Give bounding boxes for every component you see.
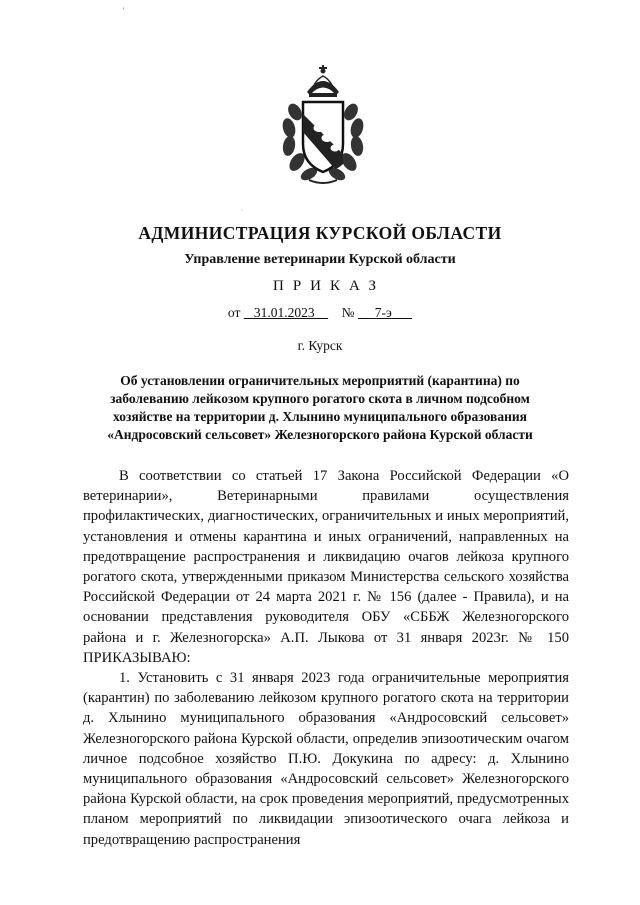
scan-dot: ·	[241, 206, 244, 215]
kursk-coat-of-arms-icon	[273, 62, 373, 192]
order-date-number	[0, 305, 640, 321]
organization-title: АДМИНИСТРАЦИЯ КУРСКОЙ ОБЛАСТИ	[138, 223, 502, 243]
number-prefix: №	[341, 305, 355, 320]
subject-line: «Андросовский сельсовет» Железногорского района Курской области	[107, 427, 533, 442]
order-date: 31.01.2023	[253, 305, 315, 320]
subject-line: хозяйстве на территории д. Хлынино муниципального образования	[113, 409, 527, 424]
body-paragraph: В соответствии со статьей 17 Закона Российской Федерации «О ветеринарии», Ветеринарными правилами осуществления профилактических, диагностических, ограничительных и иных мероприятий, установления и отмены карантина и иных ограничений, направленных на предотвращение распространения и ликвидацию очагов лейкоза крупного рогатого скота, утвержденными приказом Министерства сельского хозяйства Российской Федерации от 24 марта 2021 г. № 156 (далее - Правила), и на основании представления руководителя ОБУ «СББЖ Железногорского района и г. Железногорска» А.П. Лыкова от 31 января 2023г. № 150 ПРИКАЗЫВАЮ:	[83, 468, 569, 666]
order-body	[83, 466, 569, 850]
date-prefix: от	[227, 305, 241, 320]
body-paragraph: 1. Установить с 31 января 2023 года ограничительные мероприятия (карантин) по заболеванию лейкозом крупного рогатого скота на территории д. Хлынино муниципального образования «Андросовский сельсовет» Железногорского района Курской области, определив эпизоотическим очагом личное подсобное хозяйство П.Ю. Докукина по адресу: д. Хлынино муниципального образования «Андросовский сельсовет» Железногорского района Курской области, на срок проведения мероприятий, предусмотренных планом мероприятий по ликвидации эпизоотического очага лейкоза и предотвращению распространения	[83, 670, 569, 848]
subject-line: Об установлении ограничительных мероприятий (карантина) по	[120, 373, 520, 388]
scan-mark: ʼ	[122, 6, 125, 16]
department-name: Управление ветеринарии Курской области	[184, 252, 456, 267]
subject-line: заболеванию лейкозом крупного рогатого скота в личном подсобном	[110, 391, 530, 406]
order-heading: ПРИКАЗ	[273, 278, 385, 294]
order-number: 7-э	[374, 305, 392, 320]
order-subject	[0, 372, 640, 444]
city: г. Курск	[297, 338, 343, 353]
